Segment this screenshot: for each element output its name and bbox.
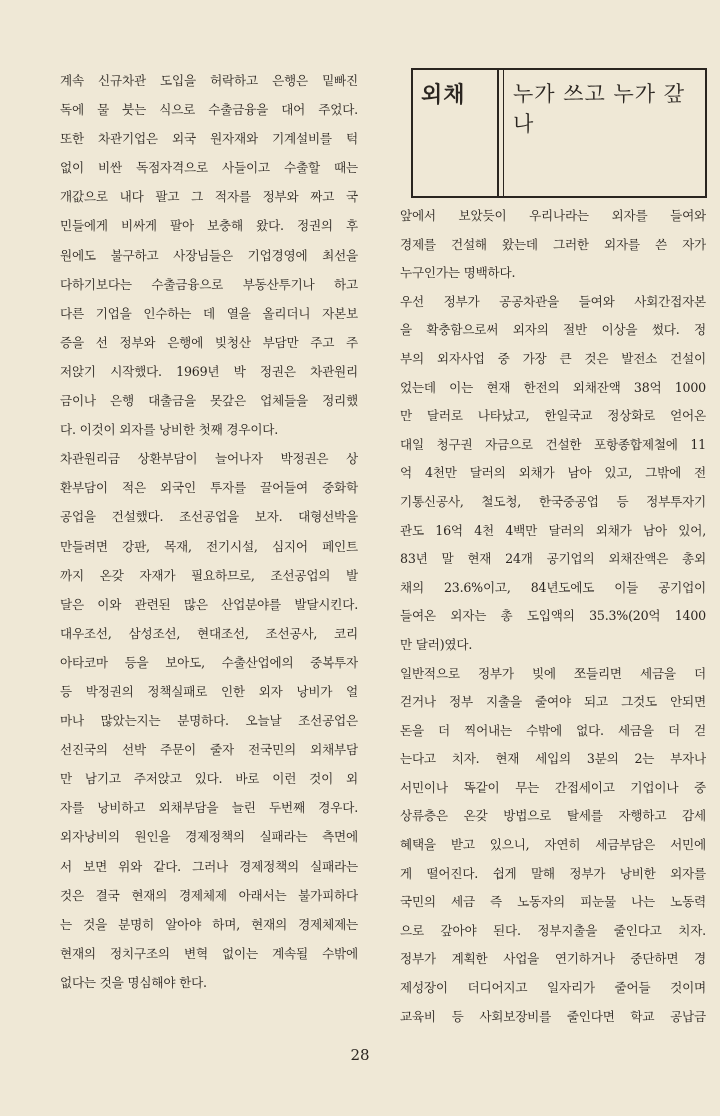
- text-line: 것은 결국 현재의 경제체제 아래서는 불가피하다: [60, 887, 358, 903]
- text-line: 마나 많았는지는 분명하다. 오늘날 조선공업은: [60, 713, 358, 729]
- text-line: 들여온 외자는 총 도입액의 35.3%(20억 1400: [400, 608, 706, 624]
- text-line: 게 떨어진다. 쉽게 말해 정부가 낭비한 외자를: [400, 865, 706, 881]
- left-column: [60, 66, 358, 997]
- right-column: [400, 202, 706, 1031]
- text-line: 만 남기고 주저앉고 있다. 바로 이런 것이 외: [60, 771, 358, 787]
- text-line: 일반적으로 정부가 빚에 쪼들리면 세금을 더: [400, 665, 706, 681]
- text-line: 국민의 세금 즉 노동자의 피눈물 나는 노동력: [400, 894, 706, 910]
- text-line: 서민이나 똑같이 무는 간접세이고 기업이나 중: [400, 779, 706, 795]
- text-line: 현재의 정치구조의 변혁 없이는 계속될 수밖에: [60, 945, 358, 961]
- text-line: 공업을 건설했다. 조선공업을 보자. 대형선박을: [60, 509, 358, 525]
- text-line: 외자낭비의 원인을 경제정책의 실패라는 측면에: [60, 829, 358, 845]
- text-line: 채의 23.6%이고, 84년도에도 이들 공기업이: [400, 579, 706, 595]
- text-line: 으로 갚아야 된다. 정부지출을 줄인다고 치자.: [400, 922, 706, 938]
- text-line: 기통신공사, 철도청, 한국중공업 등 정부투자기: [400, 493, 706, 509]
- text-line: 었는데 이는 현재 한전의 외채잔액 38억 1000: [400, 379, 706, 395]
- text-line: 계속 신규차관 도입을 허락하고 은행은 밑빠진: [60, 73, 358, 88]
- text-line: 부의 외자사업 중 가장 큰 것은 발전소 건설이: [400, 350, 706, 366]
- text-line: 금이나 은행 대출금을 못갚은 업체들을 정리했: [60, 393, 358, 409]
- text-line: 등 박정권의 정책실패로 인한 외자 낭비가 얼: [60, 683, 358, 699]
- text-line: 개값으로 내다 팔고 그 적자를 정부와 짜고 국: [60, 189, 358, 205]
- page-number: 28: [350, 1046, 370, 1064]
- text-line: 환부담이 적은 외국인 투자를 끌어들여 중화학: [60, 480, 358, 496]
- text-line: 누구인가는 명백하다.: [400, 265, 516, 281]
- text-line: 돈을 더 찍어내는 수밖에 없다. 세금을 더 걷: [400, 722, 706, 738]
- text-line: 교육비 등 사회보장비를 줄인다면 학교 공납금: [400, 1008, 706, 1024]
- text-line: 원에도 불구하고 사장님들은 기업경영에 최선을: [60, 247, 358, 263]
- text-line: 는 것을 분명히 알아야 하며, 현재의 경제체제는: [60, 916, 358, 932]
- text-line: 없이 비싼 독점자격으로 사들이고 수출할 때는: [60, 160, 358, 176]
- text-line: 제성장이 더디어지고 일자리가 줄어들 것이며: [400, 980, 706, 996]
- section-header-box: [411, 68, 707, 198]
- text-line: 걷거나 정부 지출을 줄여야 되고 그것도 안되면: [400, 694, 706, 710]
- text-line: 상류층은 온갖 방법으로 탈세를 자행하고 감세: [400, 808, 706, 824]
- text-line: 혜택을 받고 있으니, 자연히 세금부담은 서민에: [400, 837, 706, 853]
- text-line: 자를 낭비하고 외채부담을 늘린 두번째 경우다.: [60, 800, 358, 816]
- text-line: 없다는 것을 명심해야 한다.: [60, 974, 207, 990]
- section-label: 외채: [421, 83, 466, 108]
- text-line: 83년 말 현재 24개 공기업의 외채잔액은 총외: [400, 551, 706, 567]
- text-line: 선진국의 선박 주문이 줄자 전국민의 외채부담: [60, 742, 358, 758]
- text-line: 저앉기 시작했다. 1969년 박 정권은 차관원리: [60, 363, 358, 379]
- text-line: 우선 정부가 공공차관을 들여와 사회간접자본: [400, 293, 706, 309]
- text-line: 달은 이와 관련된 많은 산업분야를 발달시킨다.: [60, 596, 358, 612]
- text-line: 까지 온갖 자재가 필요하므로, 조선공업의 발: [60, 567, 358, 583]
- text-line: 앞에서 보았듯이 우리나라는 외자를 들여와: [400, 208, 706, 223]
- header-divider-inner: [503, 70, 504, 196]
- text-line: 는다고 치자. 현재 세입의 3분의 2는 부자나: [400, 751, 706, 767]
- text-line: 을 확충함으로써 외자의 절반 이상을 썼다. 정: [400, 322, 706, 338]
- text-line: 만 달러로 나타났고, 한일국교 정상화로 얻어온: [400, 408, 706, 424]
- text-line: 경제를 건설해 왔는데 그러한 외자를 쓴 자가: [400, 236, 706, 252]
- text-line: 다하기보다는 수출금융으로 부동산투기나 하고: [60, 276, 358, 292]
- text-line: 다른 기업을 인수하는 데 열을 올리더니 자본보: [60, 305, 358, 321]
- text-line: 다. 이것이 외자를 낭비한 첫째 경우이다.: [60, 422, 279, 438]
- text-line: 증을 선 정부와 은행에 빚청산 부담만 주고 주: [60, 334, 358, 350]
- text-line: 차관원리금 상환부담이 늘어나자 박정권은 상: [60, 451, 358, 467]
- text-line: 또한 차관기업은 외국 원자재와 기계설비를 턱: [60, 131, 358, 147]
- text-line: 관도 16억 4천 4백만 달러의 외채가 남아 있어,: [400, 522, 706, 538]
- text-line: 독에 물 붓는 식으로 수출금융을 대어 주었다.: [60, 102, 358, 118]
- text-line: 대일 청구권 자금으로 건설한 포항종합제철에 11: [400, 436, 706, 452]
- text-line: 정부가 계획한 사업을 연기하거나 중단하면 경: [400, 951, 706, 967]
- text-line: 서 보면 위와 같다. 그러나 경제정책의 실패라는: [60, 858, 358, 874]
- text-line: 대우조선, 삼성조선, 현대조선, 조선공사, 코리: [60, 625, 358, 641]
- header-divider: [497, 70, 499, 196]
- section-title: 누가 쓰고 누가 갚나: [513, 82, 686, 136]
- text-line: 억 4천만 달러의 외채가 남아 있고, 그밖에 전: [400, 465, 706, 481]
- text-line: 만들려면 강판, 목재, 전기시설, 심지어 페인트: [60, 538, 358, 554]
- text-line: 만 달러)였다.: [400, 636, 473, 652]
- text-line: 아타코마 등을 보아도, 수출산업에의 중복투자: [60, 654, 358, 670]
- text-line: 민들에게 비싸게 팔아 보충해 왔다. 정권의 후: [60, 218, 358, 234]
